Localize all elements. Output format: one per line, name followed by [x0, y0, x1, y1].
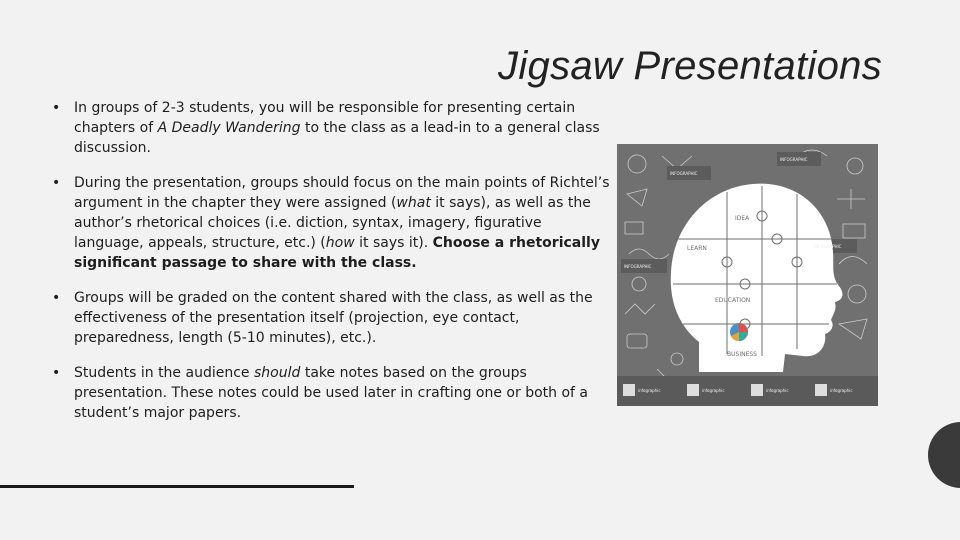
side-label: INFOGRAPHIC [624, 264, 652, 269]
bottom-label: infographic [830, 388, 853, 393]
bullet-item [48, 98, 613, 158]
head-puzzle-infographic [617, 144, 878, 406]
bullet-text-segment: to the class as a lead-in to a general class discussion. [74, 120, 600, 156]
bullet-text-segment: A Deadly Wandering [157, 120, 301, 136]
side-label: INFOGRAPHIC [780, 157, 808, 162]
pie-chart-icon [730, 323, 748, 341]
side-label: INFOGRAPHIC [670, 171, 698, 176]
bullet-item [48, 363, 613, 423]
bullet-text-segment: During the presentation, groups should focus on the main points of Richtel’s argument in the chapter they were assigned ( [74, 175, 610, 211]
bullet-text-segment: Groups will be graded on the content shared with the class, as well as the effectiveness of the presentation itself (projection, eye contact, preparedness, length (5-10 minutes), etc.). [74, 290, 593, 346]
side-label: INFOGRAPHIC [814, 244, 842, 249]
puzzle-label-business: BUSINESS [727, 351, 757, 358]
bullet-text-segment: take notes based on the groups presentation. These notes could be used later in crafting one or both of a student’s major papers. [74, 365, 588, 421]
bottom-strip [617, 376, 878, 406]
infographic-illustration [617, 144, 878, 406]
bottom-label: infographic [638, 388, 661, 393]
bullet-text-segment: In groups of 2-3 students, you will be responsible for presenting certain chapters of [74, 100, 576, 136]
bottom-rule [0, 485, 354, 488]
bullet-text-segment: Students in the audience [74, 365, 254, 381]
bullet-item [48, 288, 613, 348]
puzzle-label-learn: LEARN [687, 245, 707, 252]
bullet-text-segment: should [253, 365, 301, 381]
bottom-label: infographic [766, 388, 789, 393]
bullet-text-segment: what [396, 195, 431, 211]
bullet-text-segment: how [325, 235, 355, 251]
slide-title: Jigsaw Presentations [498, 44, 882, 88]
bullet-text-segment: it says it). [354, 235, 433, 251]
puzzle-label-idea: IDEA [735, 215, 750, 222]
bullet-item [48, 173, 613, 273]
bullet-text-segment: Choose a rhetorically significant passage to share with the class. [74, 235, 600, 271]
corner-circle-decoration [928, 422, 960, 488]
puzzle-label-education: EDUCATION [715, 297, 751, 304]
bullet-text-segment: it says), as well as the author’s rhetorical choices (i.e. diction, syntax, imagery, figurative language, appeals, structure, etc.) ( [74, 195, 591, 251]
bottom-label: infographic [702, 388, 725, 393]
head-silhouette [671, 184, 843, 372]
bullet-list [48, 98, 613, 438]
